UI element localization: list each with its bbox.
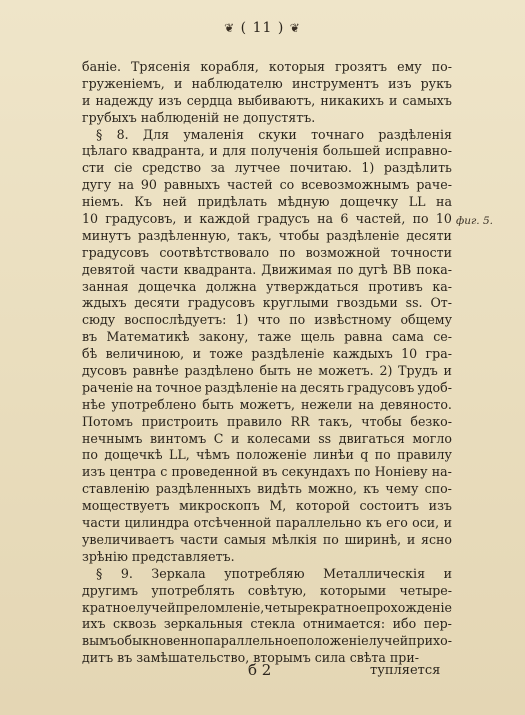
text-line: въ Математикѣ закону, таже щель равна сама се- [82, 329, 452, 345]
page-number: ( 11 ) [240, 20, 285, 36]
page-footer [0, 661, 525, 681]
left-ornament-icon: ❦ [224, 21, 236, 35]
text-line: другимъ употреблять совѣтую, которыми четыре- [82, 582, 452, 598]
text-line: ихъ сквозь зеркальныя стекла отнимается: ибо пер- [82, 616, 452, 632]
text-line: ніемъ. Къ ней придѣлать мѣдную дощечку LL на [82, 194, 452, 210]
text-line: баніе. Трясенія корабля, которыя грозятъ ему по- [82, 59, 452, 74]
text-line: и надежду изъ сердца выбиваютъ, никакихъ и самыхъ [82, 92, 452, 108]
text-line: нѣе употреблено быть можетъ, нежели на девяносто. [82, 396, 452, 412]
text-line: части цилиндра отсѣченной параллельно къ его оси, и [82, 515, 452, 531]
text-line: § 8. Для умаленія скуки точнаго раздѣленія [96, 126, 452, 142]
text-line: моществуетъ микроскопъ М, которой состоитъ изъ [82, 498, 452, 514]
margin-note: фиг. 5. [456, 215, 493, 227]
text-line: раченіе на точное раздѣленіе на десять градусовъ удоб- [82, 379, 452, 395]
text-line: кратное лучей преломленіе, четырекратное прохожденіе [82, 599, 452, 615]
text-line: груженіемъ, и наблюдателю инструментъ изъ рукъ [82, 75, 452, 91]
text-line: цѣлаго квадранта, и для полученія большей исправно- [82, 143, 452, 159]
catchword: тупляется [370, 663, 441, 678]
text-line: градусовъ соотвѣтствовало по возможной точности [82, 244, 452, 260]
text-line: ждыхъ десяти градусовъ круглыми гвоздьми ss. От- [82, 295, 452, 311]
text-line: нечнымъ винтомъ С и колесами ss двигаться могло [82, 430, 452, 446]
page-header [0, 20, 525, 36]
text-line: сти сіе средство за лутчее почитаю. 1) раздѣлить [82, 160, 452, 176]
text-line: Потомъ пристроить правило RR такъ, чтобы безко- [82, 413, 452, 429]
text-line: девятой части квадранта. Движимая по дугѣ ВВ пока- [82, 261, 452, 277]
text-line: грубыхъ наблюденій не допустятъ. [82, 109, 316, 125]
text-line: сюду воспослѣдуетъ: 1) что по извѣстному общему [82, 312, 452, 328]
text-line: 10 градусовъ, и каждой градусъ на 6 частей, по 10 [82, 211, 452, 227]
text-line: дитъ въ замѣшательство, вторымъ сила свѣта при- [82, 650, 420, 666]
text-line: минутъ раздѣленную, такъ, чтобы раздѣленіе десяти [82, 227, 452, 243]
body-text [82, 59, 452, 667]
right-ornament-icon: ❦ [289, 21, 301, 35]
text-line: по дощечкѣ LL, чѣмъ положеніе линѣи q по правилу [82, 447, 452, 463]
text-line: дугу на 90 равныхъ частей со всевозможнымъ раче- [82, 177, 452, 193]
text-line: занная дощечка должна утверждаться противъ ка- [82, 278, 452, 294]
text-line: бѣ величиною, и тоже раздѣленіе каждыхъ 10 гра- [82, 346, 452, 362]
text-line: вымъ обыкновенно параллельное положеніе лучей прихо- [82, 633, 452, 649]
text-line: § 9. Зеркала употребляю Металлическія и [96, 565, 452, 581]
text-line: ставленію раздѣленныхъ видѣть можно, къ чему спо- [82, 481, 452, 497]
text-line: увеличиваетъ части самыя мѣлкія по ширинѣ, и ясно [82, 531, 452, 547]
signature-mark: б 2 [248, 661, 272, 679]
text-line: зрѣнію представляетъ. [82, 548, 235, 564]
text-line: изъ центра с проведенной въ секундахъ по Ноніеву на- [82, 464, 452, 480]
text-line: дусовъ равнѣе раздѣлено быть не можетъ. 2) Трудъ и [82, 363, 452, 379]
